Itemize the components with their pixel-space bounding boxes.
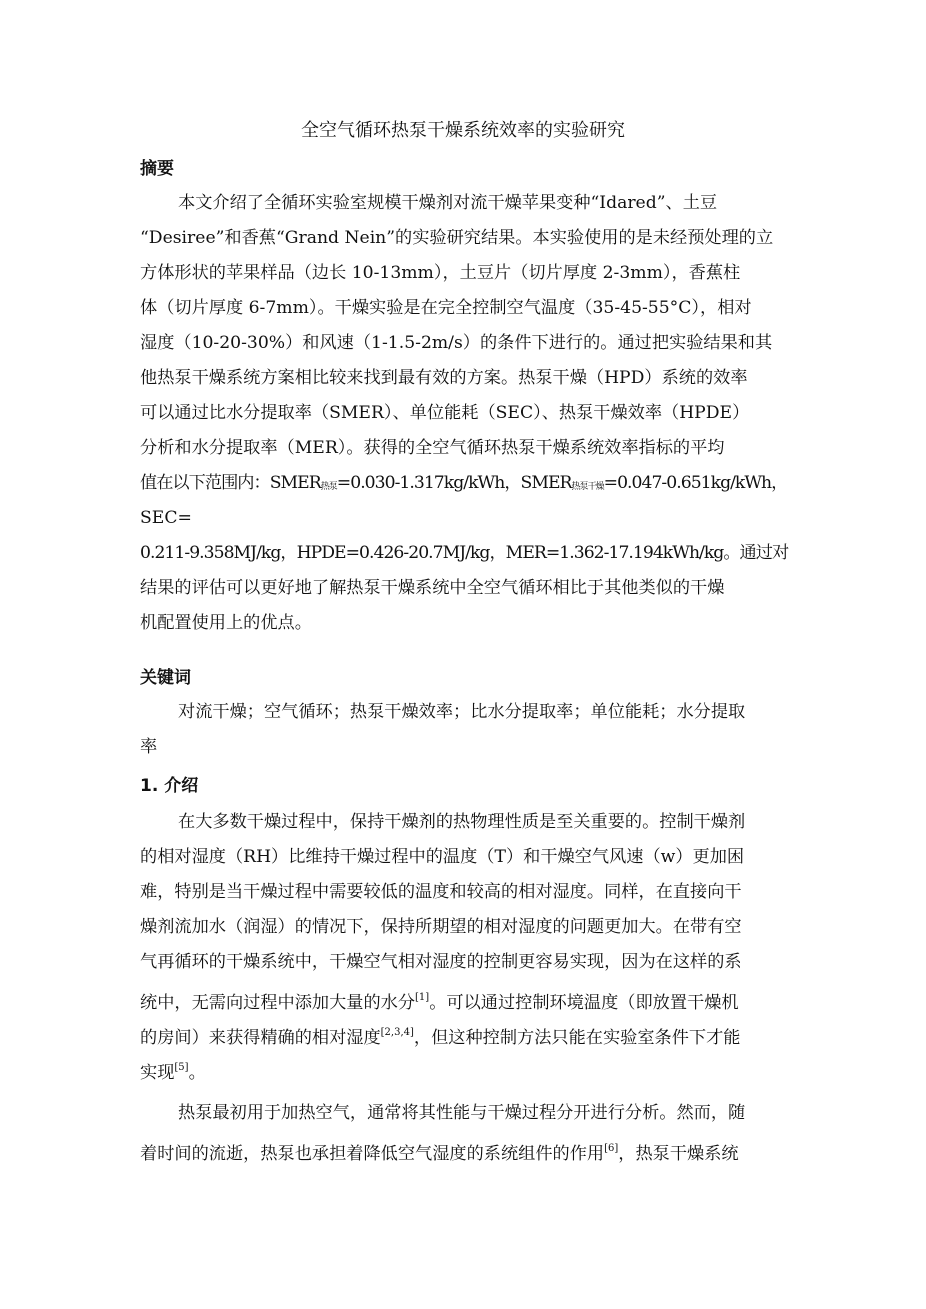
body-line: 难，特别是当干燥过程中需要较低的温度和较高的相对湿度。同样，在直接向干: [140, 882, 742, 902]
abstract-heading: 摘要: [140, 159, 174, 179]
body-text: 的房间）来获得精确的相对湿度: [140, 1028, 381, 1048]
body-line-with-citation: [140, 1050, 788, 1085]
body-line: 在大多数干燥过程中，保持干燥剂的热物理性质是至关重要的。控制干燥剂: [178, 812, 746, 832]
body-line: 燥剂流加水（润湿）的情况下，保持所期望的相对湿度的问题更加大。在带有空: [140, 917, 742, 937]
abstract-line: 可以通过比水分提取率（SMER）、单位能耗（SEC）、热泵干燥效率（HPDE）: [140, 403, 750, 423]
citation-ref: [5]: [174, 1062, 189, 1073]
section-1-paragraph-2: [140, 1096, 788, 1166]
abstract-line: 结果的评估可以更好地了解热泵干燥系统中全空气循环相比于其他类似的干燥: [140, 578, 725, 598]
body-line: 热泵最初用于加热空气，通常将其性能与干燥过程分开进行分析。然而，随: [178, 1103, 746, 1123]
section-1-heading: 1. 介绍: [140, 776, 199, 796]
body-text: 。: [188, 1063, 206, 1083]
abstract-line: 0.211-9.358MJ/kg，HPDE=0.426-20.7MJ/kg，MER=1.362-17.194kWh/kg。通过对: [140, 543, 789, 563]
keywords-body: [140, 695, 788, 765]
body-line-with-citation: [140, 1015, 788, 1050]
body-text: ，热泵干燥系统: [618, 1144, 739, 1164]
body-line-with-citation: [140, 980, 788, 1015]
abstract-line: 方体形状的苹果样品（边长 10-13mm），土豆片（切片厚度 2-3mm），香蕉柱: [140, 263, 741, 283]
abstract-line: 分析和水分提取率（MER）。获得的全空气循环热泵干燥系统效率指标的平均: [140, 438, 725, 458]
section-1-paragraph-1: [140, 805, 788, 1085]
range-prefix: 值在以下范围内：SMER: [140, 473, 321, 493]
body-text: 统中，无需向过程中添加大量的水分: [140, 993, 416, 1013]
abstract-body: [140, 186, 788, 641]
citation-ref: [6]: [604, 1143, 619, 1154]
body-text: ，但这种控制方法只能在实验室条件下才能: [413, 1028, 741, 1048]
range-mid: =0.030-1.317kg/kWh，SMER: [336, 473, 572, 493]
smer-subscript: 热泵干燥: [571, 482, 604, 492]
body-text: 实现: [140, 1063, 175, 1083]
body-text: 。可以通过控制环境温度（即放置干燥机: [429, 993, 739, 1013]
paper-title: 全空气循环热泵干燥系统效率的实验研究: [301, 120, 625, 141]
body-line: 气再循环的干燥系统中，干燥空气相对湿度的控制更容易实现，因为在这样的系: [140, 952, 742, 972]
keywords-heading: 关键词: [140, 668, 191, 688]
citation-ref: [1]: [415, 992, 430, 1003]
abstract-line: “Desiree”和香蕉“Grand Nein”的实验研究结果。本实验使用的是未经预处理的立: [140, 228, 774, 248]
body-line-with-citation: [140, 1131, 788, 1166]
citation-ref: [2,3,4]: [380, 1027, 414, 1038]
abstract-line: 体（切片厚度 6-7mm）。干燥实验是在完全控制空气温度（35-45-55°C），相对: [140, 298, 752, 318]
range-suffix: =0.047-0.651kg/kWh，: [603, 473, 788, 493]
abstract-line: SEC=: [140, 508, 192, 528]
keywords-line: 率: [140, 737, 158, 757]
abstract-line: 他热泵干燥系统方案相比较来找到最有效的方案。热泵干燥（HPD）系统的效率: [140, 368, 748, 388]
body-line: 的相对湿度（RH）比维持干燥过程中的温度（T）和干燥空气风速（w）更加困: [140, 847, 745, 867]
abstract-line: 机配置使用上的优点。: [140, 613, 312, 633]
body-text: 着时间的流逝，热泵也承担着降低空气湿度的系统组件的作用: [140, 1144, 605, 1164]
keywords-line: 对流干燥；空气循环；热泵干燥效率；比水分提取率；单位能耗；水分提取: [178, 702, 746, 722]
abstract-line: 湿度（10-20-30%）和风速（1-1.5-2m/s）的条件下进行的。通过把实验结果和其: [140, 333, 773, 353]
smer-subscript: 热泵: [320, 482, 337, 492]
abstract-line: 本文介绍了全循环实验室规模干燥剂对流干燥苹果变种“Idared”、土豆: [178, 193, 718, 213]
abstract-range-line: [140, 466, 788, 501]
